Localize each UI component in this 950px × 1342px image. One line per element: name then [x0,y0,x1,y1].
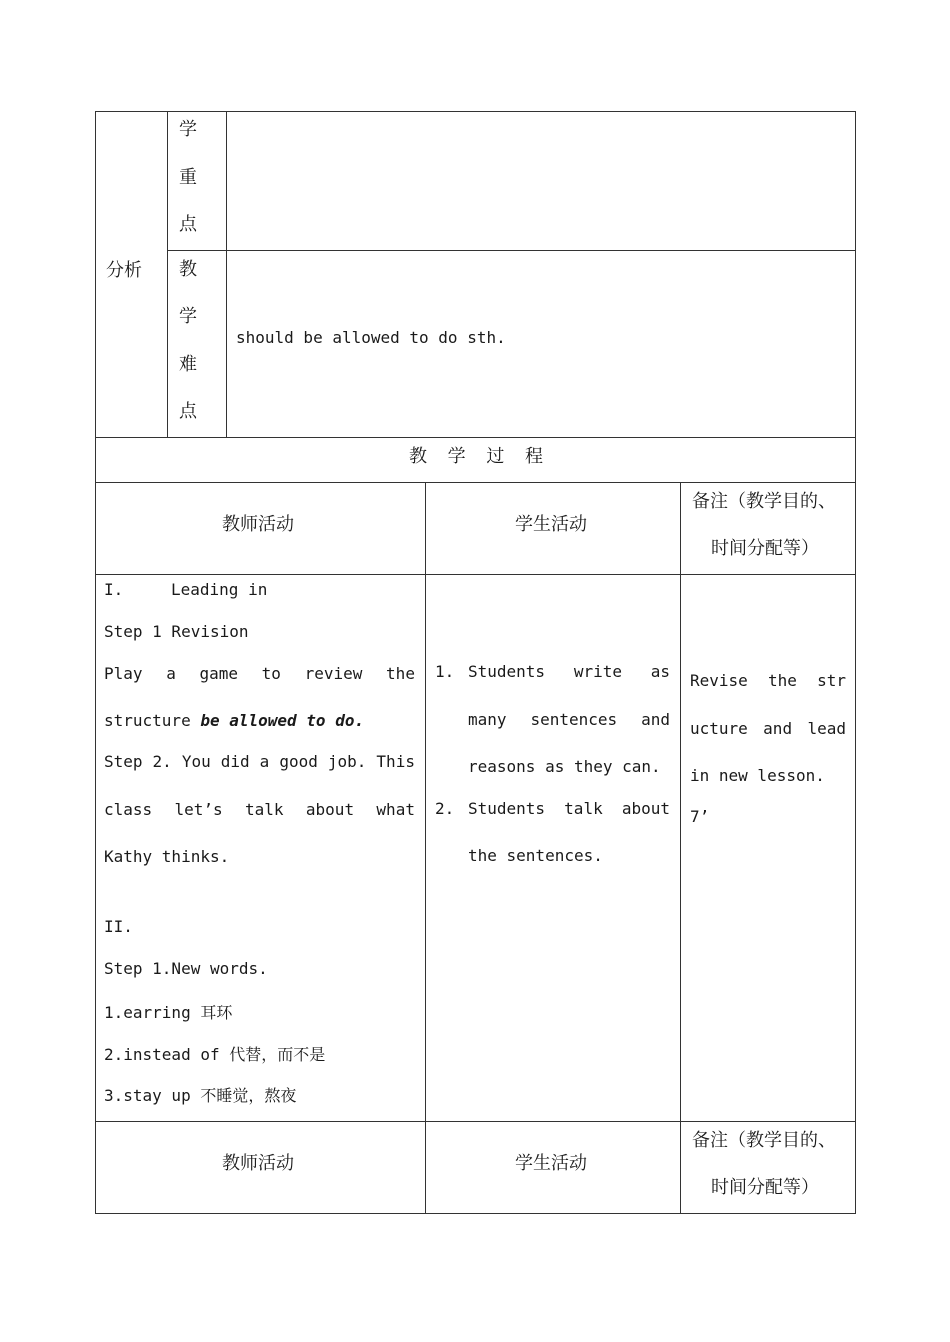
teacher-activity-header: 教师活动 [222,514,294,535]
word: game [199,664,239,683]
list-number: 2. [435,799,455,818]
table-bottom-border [95,1213,856,1214]
difficult-points-char: 点 [179,401,197,422]
col-divider-student-notes [680,482,681,1213]
word: a [259,752,270,771]
word: talk [245,800,284,819]
section-number: I. [104,580,124,599]
col-divider-label [167,111,168,437]
notes-header-line1: 备注（教学目的、 [692,491,836,512]
vocab-item: 3.stay up 不睡觉，熬夜 [104,1086,297,1105]
word: Students [468,799,546,818]
student-line: the sentences. [468,846,603,865]
word: review [304,664,363,683]
student-line: reasons as they can. [468,757,661,776]
word: as [650,662,670,681]
word: and [641,710,670,729]
word: Step [104,752,143,771]
word: You [181,752,211,771]
student-activity-header: 学生活动 [515,1153,587,1174]
word: talk [564,799,603,818]
word: did [220,752,250,771]
word: class [104,800,153,819]
notes-line: in new lesson. [690,766,825,785]
notes-header-line2: 时间分配等） [711,1177,819,1198]
word: str [817,671,846,690]
word: the [386,664,415,683]
row-divider-keypoints [167,250,856,251]
word: 2. [152,752,172,771]
analysis-label: 分析 [106,260,142,281]
word: to [261,664,281,683]
student-line [468,710,670,729]
col-divider-teacher-student [425,482,426,1213]
teacher-line: Kathy thinks. [104,847,230,866]
process-title-char: 过 [486,446,505,467]
section-heading: Leading in [171,580,268,599]
notes-line [690,719,846,738]
process-title-char: 教 [409,446,427,467]
word: and [763,719,793,738]
difficult-points-char: 教 [179,259,197,280]
word: the [767,671,797,690]
step-heading: Step 1.New words. [104,959,268,978]
word: good [279,752,318,771]
table-top-border [95,111,856,112]
process-title-char: 程 [524,446,543,467]
notes-header-line1: 备注（教学目的、 [692,1130,836,1151]
student-line [468,799,670,818]
time-allocation: 7’ [690,807,710,826]
row-divider-process-title [95,482,856,483]
key-points-char: 重 [179,167,197,188]
vocab-item: 2.instead of 代替，而不是 [104,1045,326,1064]
step-heading: Step 1 Revision [104,622,249,641]
notes-line [690,671,846,690]
student-line [468,662,670,681]
word: lead [807,719,846,738]
text: structure [104,711,201,730]
vocab-item: 1.earring 耳环 [104,1003,233,1022]
word: This [376,752,415,771]
word: let’s [174,800,223,819]
student-activity-header: 学生活动 [515,514,587,535]
word: a [166,664,176,683]
process-title [409,442,543,468]
table-right-border [855,111,856,1213]
col-divider-sublabel [226,111,227,437]
word: about [621,799,670,818]
row-divider-analysis-end [95,437,856,438]
key-points-char: 点 [179,214,197,235]
word: ucture [690,719,748,738]
difficult-points-char: 学 [179,306,197,327]
table-left-border [95,111,96,1213]
teacher-line [104,752,415,771]
word: job. [327,752,367,771]
word: Play [104,664,143,683]
teacher-activity-header: 教师活动 [222,1153,294,1174]
teacher-line [104,800,415,819]
word: about [305,800,355,819]
word: Revise [690,671,748,690]
row-divider-content [95,1121,856,1122]
teacher-line [104,664,415,683]
word: write [573,662,622,681]
list-number: 1. [435,662,455,681]
notes-header-line2: 时间分配等） [711,538,819,559]
process-title-char: 学 [447,446,466,467]
difficult-points-char: 难 [179,354,197,375]
word: sentences [530,710,618,729]
row-divider-header1 [95,574,856,575]
section-number: II. [104,917,133,936]
emphasized-structure: be allowed to do. [200,711,365,730]
word: Students [468,662,546,681]
key-points-char: 学 [179,119,197,140]
word: many [468,710,507,729]
teacher-line [104,711,364,730]
word: what [376,800,415,819]
difficult-points-text: should be allowed to do sth. [236,328,506,347]
